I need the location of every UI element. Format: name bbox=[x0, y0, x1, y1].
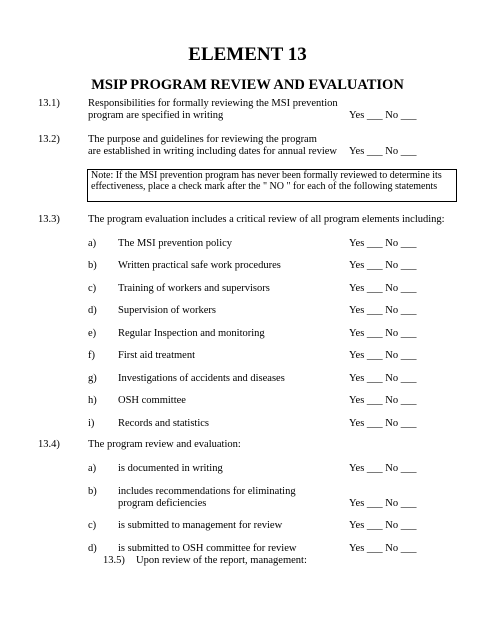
item-text: The program review and evaluation: bbox=[88, 439, 241, 450]
yes-no-field[interactable]: Yes ___ No ___ bbox=[349, 520, 417, 531]
yes-no-field[interactable]: Yes ___ No ___ bbox=[349, 373, 417, 384]
yes-no-field[interactable]: Yes ___ No ___ bbox=[349, 418, 417, 429]
subitem-text: The MSI prevention policy bbox=[118, 238, 233, 249]
page-subtitle: MSIP PROGRAM REVIEW AND EVALUATION bbox=[91, 77, 404, 93]
subitem-letter: a) bbox=[88, 463, 97, 474]
item-number: 13.3) bbox=[38, 214, 60, 225]
yes-no-field[interactable]: Yes ___ No ___ bbox=[349, 260, 417, 271]
subitem-text: Regular Inspection and monitoring bbox=[118, 328, 265, 339]
subitem-text: Supervision of workers bbox=[118, 305, 216, 316]
yes-no-field[interactable]: Yes ___ No ___ bbox=[349, 395, 417, 406]
subitem-letter: h) bbox=[88, 395, 97, 406]
subitem-text: First aid treatment bbox=[118, 350, 195, 361]
item-text-line-1: The purpose and guidelines for reviewing the program bbox=[88, 134, 317, 145]
yes-no-field[interactable]: Yes ___ No ___ bbox=[349, 305, 417, 316]
item-number: 13.1) bbox=[38, 98, 60, 109]
item-number: 13.5) bbox=[103, 555, 125, 566]
subitem-letter: b) bbox=[88, 260, 97, 271]
item-text: The program evaluation includes a critical review of all program elements including: bbox=[88, 214, 445, 225]
yes-no-field[interactable]: Yes ___ No ___ bbox=[349, 110, 417, 121]
yes-no-field[interactable]: Yes ___ No ___ bbox=[349, 238, 417, 249]
subitem-letter: c) bbox=[88, 283, 97, 294]
note-box: Note: If the MSI prevention program has never been formally reviewed to determine its effectiveness, place a check mark after the " NO " for each of the following statements bbox=[87, 169, 457, 202]
item-text-line-1: Responsibilities for formally reviewing the MSI prevention bbox=[88, 98, 338, 109]
item-text-line-2: program are specified in writing bbox=[88, 110, 224, 121]
subitem-letter: e) bbox=[88, 328, 97, 339]
subitem-text: is submitted to management for review bbox=[118, 520, 283, 531]
item-text: Upon review of the report, management: bbox=[136, 555, 307, 566]
subitem-letter: g) bbox=[88, 373, 97, 384]
subitem-text: is submitted to OSH committee for review bbox=[118, 543, 297, 554]
item-text-line-2: are established in writing including dates for annual review bbox=[88, 146, 338, 157]
subitem-letter: b) bbox=[88, 486, 97, 497]
subitem-text-line-1: includes recommendations for eliminating bbox=[118, 486, 296, 497]
subitem-text: is documented in writing bbox=[118, 463, 223, 474]
subitem-text: Written practical safe work procedures bbox=[118, 260, 281, 271]
subitem-text: Training of workers and supervisors bbox=[118, 283, 270, 294]
subitem-letter: f) bbox=[88, 350, 95, 361]
item-number: 13.2) bbox=[38, 134, 60, 145]
item-number: 13.4) bbox=[38, 439, 60, 450]
subitem-text-line-2: program deficiencies bbox=[118, 498, 207, 509]
subitem-letter: d) bbox=[88, 305, 97, 316]
yes-no-field[interactable]: Yes ___ No ___ bbox=[349, 350, 417, 361]
yes-no-field[interactable]: Yes ___ No ___ bbox=[349, 283, 417, 294]
yes-no-field[interactable]: Yes ___ No ___ bbox=[349, 498, 417, 509]
subitem-letter: i) bbox=[88, 418, 95, 429]
subitem-letter: a) bbox=[88, 238, 97, 249]
yes-no-field[interactable]: Yes ___ No ___ bbox=[349, 543, 417, 554]
yes-no-field[interactable]: Yes ___ No ___ bbox=[349, 328, 417, 339]
subitem-text: OSH committee bbox=[118, 395, 186, 406]
page-title: ELEMENT 13 bbox=[188, 44, 307, 65]
yes-no-field[interactable]: Yes ___ No ___ bbox=[349, 146, 417, 157]
subitem-text: Records and statistics bbox=[118, 418, 209, 429]
subitem-letter: c) bbox=[88, 520, 97, 531]
subitem-letter: d) bbox=[88, 543, 97, 554]
subitem-text: Investigations of accidents and diseases bbox=[118, 373, 285, 384]
yes-no-field[interactable]: Yes ___ No ___ bbox=[349, 463, 417, 474]
